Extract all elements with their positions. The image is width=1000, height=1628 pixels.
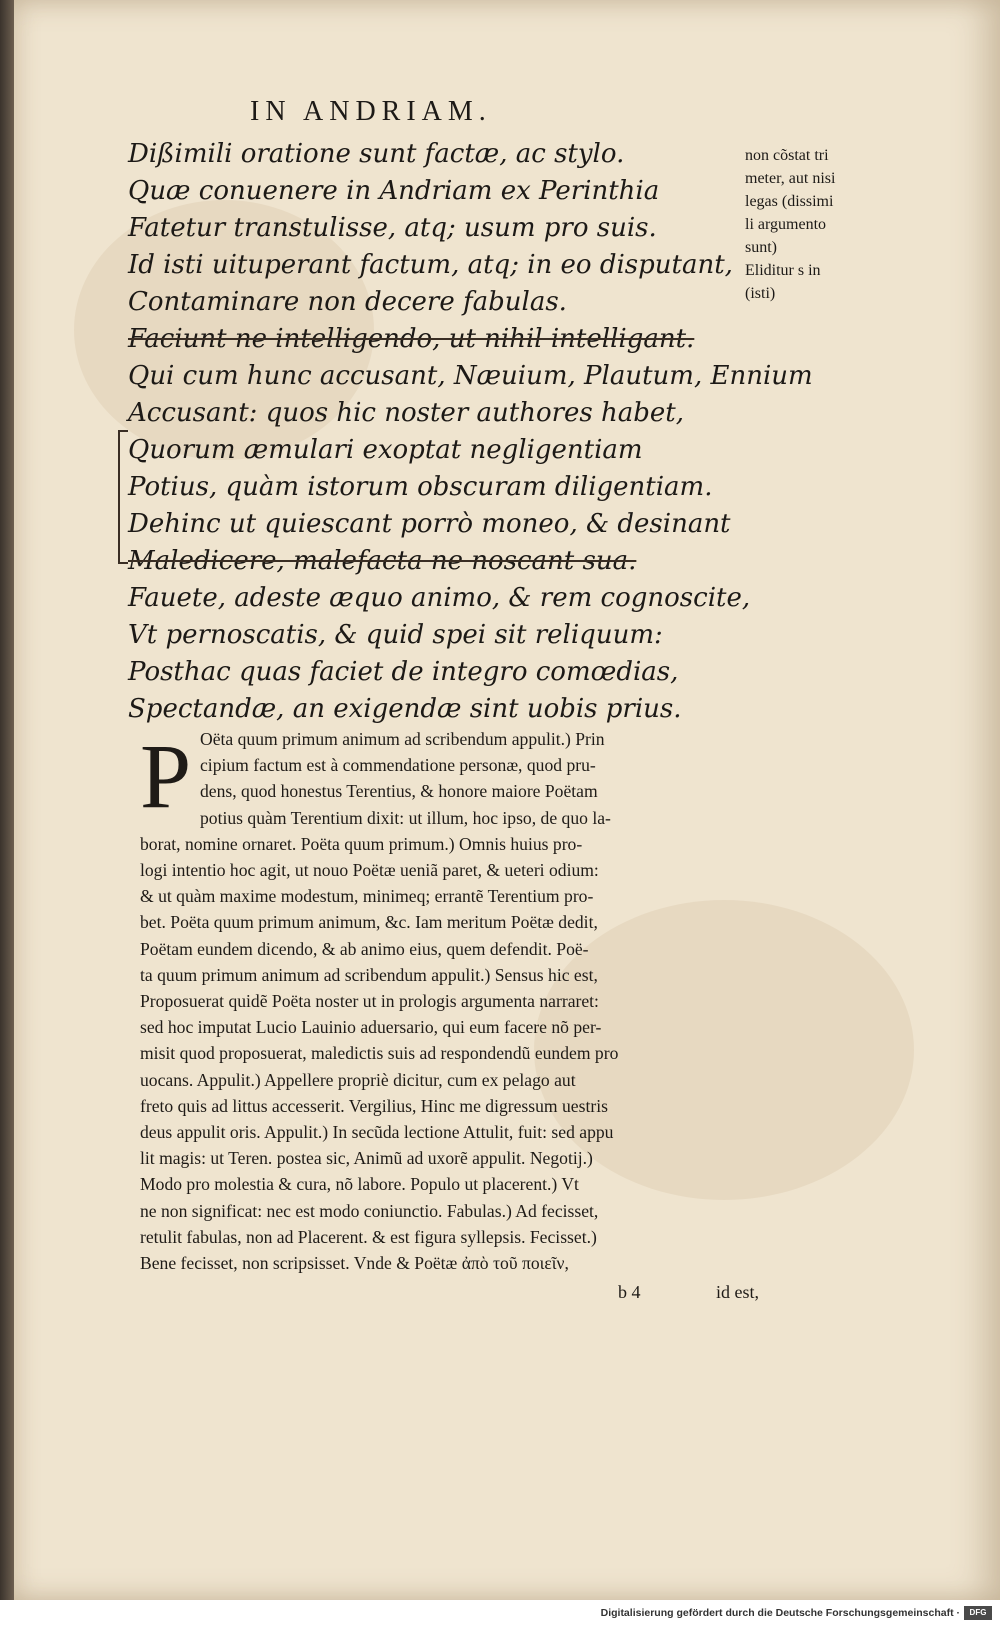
verse-line: Posthac quas faciet de integro comœdias, (128, 657, 679, 687)
footer-bar (0, 1600, 1000, 1628)
commentary-line: misit quod proposuerat, maledictis suis ad respondendũ eundem pro (140, 1043, 619, 1064)
commentary-line: lit magis: ut Teren. postea sic, Animũ ad uxorẽ appulit. Negotij.) (140, 1148, 593, 1169)
commentary-line: borat, nomine ornaret. Poëta quum primum.) Omnis huius pro- (140, 833, 583, 854)
commentary-line: ne non significat: nec est modo coniunctio. Fabulas.) Ad fecisset, (140, 1200, 599, 1221)
commentary-line: deus appulit oris. Appulit.) In secũda lectione Attulit, fuit: sed appu (140, 1122, 614, 1143)
commentary-line: sed hoc imputat Lucio Lauinio aduersario, qui eum facere nõ per- (140, 1017, 602, 1038)
verse-line: Contaminare non decere fabulas. (128, 287, 567, 317)
margin-note-line: non cõstat tri (745, 147, 829, 164)
commentary-line: potius quàm Terentium dixit: ut illum, hoc ipso, de quo la- (200, 807, 611, 828)
commentary-line: uocans. Appulit.) Appellere propriè dicitur, cum ex pelago aut (140, 1069, 576, 1090)
commentary-block (140, 726, 760, 1276)
commentary-line: logi intentio hoc agit, ut nouo Poëtæ ueniã paret, & ueteri odium: (140, 860, 599, 881)
verse-line: Fauete, adeste æquo animo, & rem cognoscite, (128, 583, 751, 613)
catchword: id est, (716, 1282, 759, 1302)
verse-line: Maledicere, malefacta ne noscant sua. (128, 546, 637, 576)
commentary-line: retulit fabulas, non ad Placerent. & est figura syllepsis. Fecisset.) (140, 1226, 597, 1247)
commentary-line: Poëtam eundem dicendo, & ab animo eius, quem defendit. Poë- (140, 938, 589, 959)
verse-line: Dißimili oratione sunt factæ, ac stylo. (128, 139, 625, 169)
manuscript-bracket (118, 430, 128, 564)
margin-note-line: meter, aut nisi (745, 170, 836, 187)
signature-mark: b 4 (618, 1282, 641, 1302)
verse-line: Qui cum hunc accusant, Næuium, Plautum, Ennium (128, 361, 813, 391)
initial-letter: P (140, 725, 192, 827)
commentary-line: cipium factum est à commendatione personæ, quod pru- (200, 755, 596, 776)
dfg-logo: DFG (964, 1606, 992, 1620)
verse-line: Quæ conuenere in Andriam ex Perinthia (128, 176, 660, 206)
verse-line: Quorum æmulari exoptat negligentiam (128, 435, 643, 465)
commentary-line: Modo pro molestia & cura, nõ labore. Populo ut placerent.) Vt (140, 1174, 579, 1195)
verse-line: Dehinc ut quiescant porrò moneo, & desinant (128, 509, 731, 539)
commentary-line: Proposuerat quidẽ Poëta noster ut in prologis argumenta narraret: (140, 991, 599, 1012)
verse-line: Vt pernoscatis, & quid spei sit reliquum: (128, 620, 663, 650)
commentary-line: Bene fecisset, non scripsisset. Vnde & Poëtæ ἀπὸ τοῦ ποιεῖν, (140, 1253, 569, 1274)
margin-note-line: sunt) (745, 239, 777, 256)
margin-note-line: (isti) (745, 285, 776, 302)
verse-line: Spectandæ, an exigendæ sint uobis prius. (128, 694, 682, 724)
commentary-line: freto quis ad littus accesserit. Vergilius, Hinc me digressum uestris (140, 1095, 608, 1116)
verse-line: Accusant: quos hic noster authores habet, (128, 398, 685, 428)
margin-note-line: legas (dissimi (745, 193, 834, 210)
verse-line: Faciunt ne intelligendo, ut nihil intelligant. (128, 324, 695, 354)
running-head: IN ANDRIAM. (250, 96, 492, 127)
margin-note-line: Eliditur s in (745, 262, 821, 279)
book-gutter (0, 0, 14, 1600)
verse-line: Potius, quàm istorum obscuram diligentiam. (128, 472, 713, 502)
commentary-line: Oëta quum primum animum ad scribendum appulit.) Prin (200, 729, 605, 749)
verse-line: Id isti uituperant factum, atq; in eo disputant, (128, 250, 733, 280)
margin-note-line: li argumento (745, 216, 827, 233)
footer-credit: Digitalisierung gefördert durch die Deutsche Forschungsgemeinschaft · (600, 1607, 960, 1619)
commentary-line: bet. Poëta quum primum animum, &c. Iam meritum Poëtæ dedit, (140, 912, 598, 933)
commentary-line: dens, quod honestus Terentius, & honore maiore Poëtam (200, 781, 598, 802)
verse-line: Fatetur transtulisse, atq; usum pro suis. (128, 213, 657, 243)
commentary-line: ta quum primum animum ad scribendum appulit.) Sensus hic est, (140, 964, 598, 985)
margin-note (745, 144, 895, 305)
commentary-line: & ut quàm maxime modestum, minimeq; errantẽ Terentium pro- (140, 886, 594, 907)
